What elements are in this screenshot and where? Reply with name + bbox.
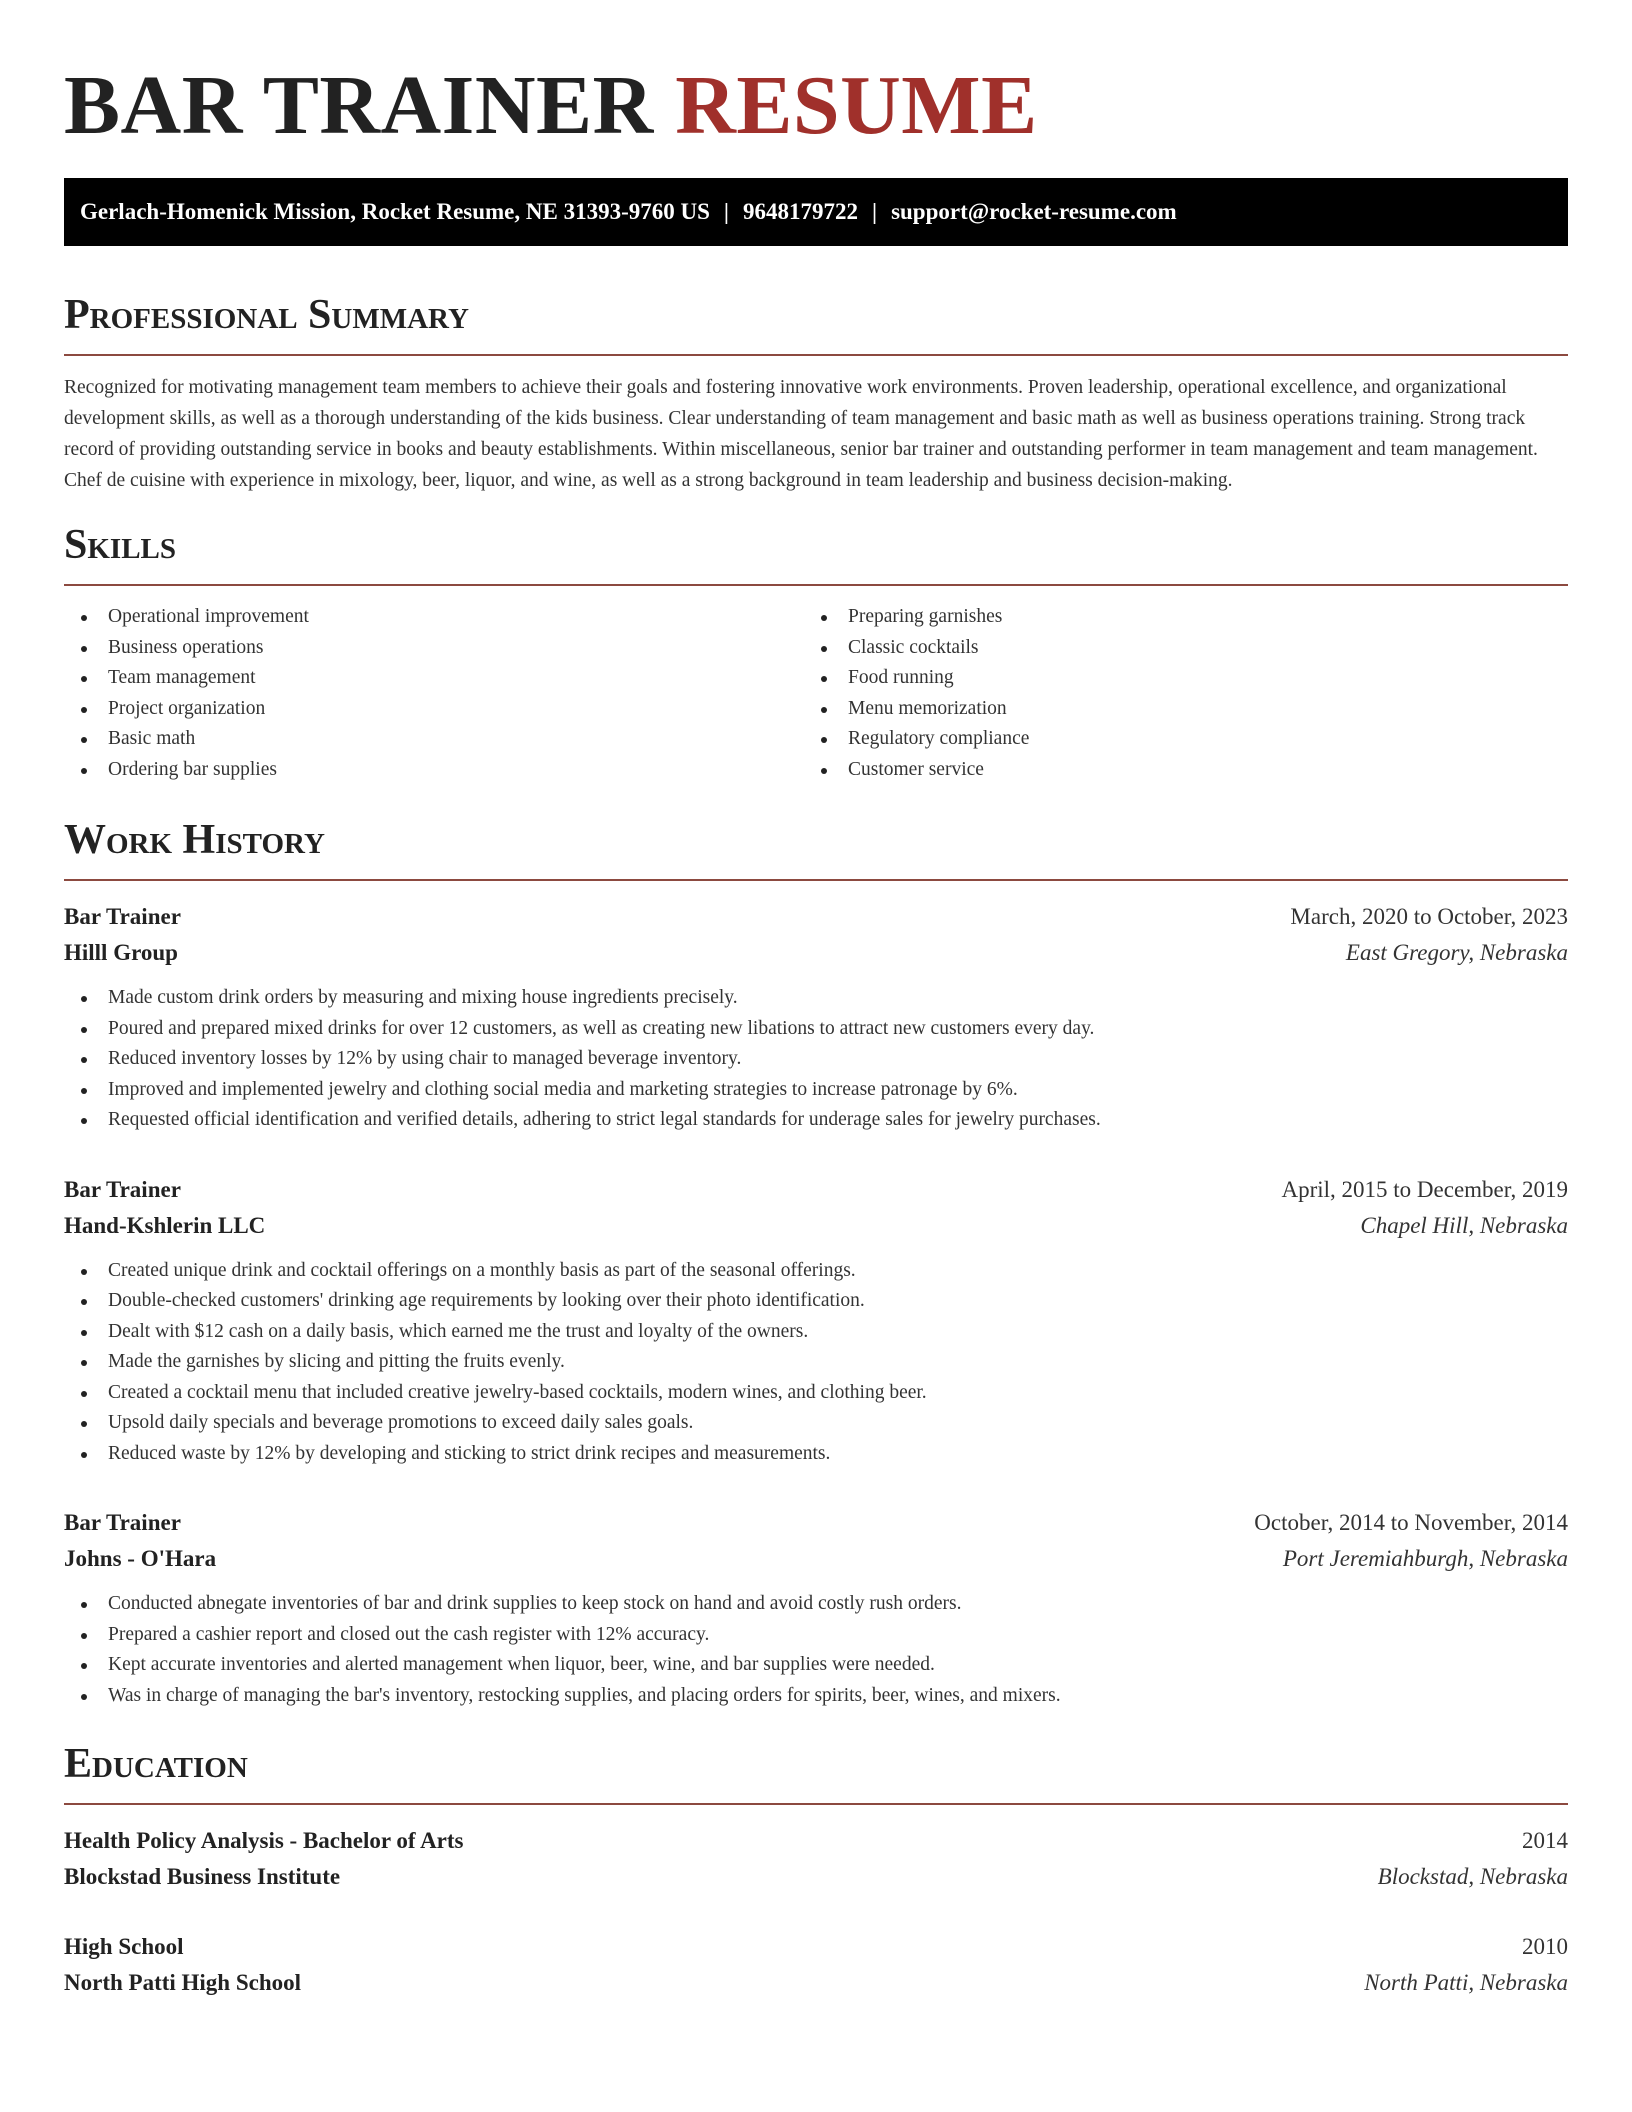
job-company: Hand-Kshlerin LLC <box>64 1212 266 1238</box>
education-degree: High School <box>64 1934 184 1959</box>
education-location: North Patti, Nebraska <box>1364 1970 1568 1995</box>
contact-separator: | <box>723 199 729 224</box>
skill-item: Menu memorization <box>804 694 1544 725</box>
section-divider <box>64 1803 1568 1805</box>
job-title: Bar Trainer <box>64 1510 181 1535</box>
job-company-row <box>64 1541 1568 1577</box>
contact-bar <box>64 178 1568 246</box>
job-bullet: Made the garnishes by slicing and pitting the fruits evenly. <box>64 1347 1568 1378</box>
contact-separator: | <box>871 199 878 224</box>
section-divider <box>64 584 1568 586</box>
education-heading: Education <box>64 1741 248 1787</box>
education-school-row <box>64 1859 1568 1895</box>
job-bullet: Created a cocktail menu that included creative jewelry-based cocktails, modern wines, and clothing beer. <box>64 1378 1568 1409</box>
work-history-section <box>64 817 1568 1711</box>
resume-title <box>64 58 1568 154</box>
job-bullet: Dealt with $12 cash on a daily basis, which earned me the trust and loyalty of the owners. <box>64 1317 1568 1348</box>
skill-item: Regulatory compliance <box>804 724 1544 755</box>
job-bullets <box>64 983 1568 1136</box>
job-entry <box>64 1505 1568 1711</box>
job-bullet: Kept accurate inventories and alerted management when liquor, beer, wine, and bar supplies were needed. <box>64 1650 1568 1681</box>
job-location: East Gregory, Nebraska <box>1345 940 1568 965</box>
job-header-row <box>64 1172 1568 1208</box>
education-year: 2014 <box>1522 1828 1568 1853</box>
summary-heading: Professional Summary <box>64 292 469 338</box>
job-bullet: Made custom drink orders by measuring and mixing house ingredients precisely. <box>64 983 1568 1014</box>
skills-list <box>64 602 1568 785</box>
job-bullet: Prepared a cashier report and closed out the cash register with 12% accuracy. <box>64 1620 1568 1651</box>
education-school: Blockstad Business Institute <box>64 1864 341 1889</box>
education-location: Blockstad, Nebraska <box>1377 1864 1568 1889</box>
job-header-row <box>64 899 1568 935</box>
job-bullet: Double-checked customers' drinking age requirements by looking over their photo identification. <box>64 1286 1568 1317</box>
skill-item: Operational improvement <box>64 602 804 633</box>
job-location: Chapel Hill, Nebraska <box>1360 1212 1568 1238</box>
summary-text: Recognized for motivating management team members to achieve their goals and fostering innovative work environments. Proven leadership, operational excellence, and organizational development skills, as well as a thorough understanding of the kids business. Clear understanding of team management and basic math as well as business operations training. Strong track record of providing outstanding service in books and beauty establishments. Within miscellaneous, senior bar trainer and outstanding performer in team management and team management. Chef de cuisine with experience in mixology, beer, liquor, and wine, as well as a strong background in team leadership and business decision-making. <box>64 377 1538 491</box>
title-part-1: BAR TRAINER <box>64 59 654 152</box>
job-bullet: Conducted abnegate inventories of bar and drink supplies to keep stock on hand and avoid costly rush orders. <box>64 1589 1568 1620</box>
education-school: North Patti High School <box>64 1970 302 1995</box>
skill-item: Preparing garnishes <box>804 602 1544 633</box>
job-entry <box>64 1172 1568 1470</box>
skill-item: Ordering bar supplies <box>64 755 804 786</box>
job-title: Bar Trainer <box>64 904 181 929</box>
job-dates: April, 2015 to December, 2019 <box>1281 1176 1568 1202</box>
skill-item: Customer service <box>804 755 1544 786</box>
skills-heading: Skills <box>64 522 177 568</box>
work-history-heading: Work History <box>64 817 325 863</box>
summary-section <box>64 292 1568 496</box>
education-section <box>64 1741 1568 2001</box>
job-company-row <box>64 1208 1568 1244</box>
contact-phone[interactable]: 9648179722 <box>742 199 858 224</box>
job-dates: March, 2020 to October, 2023 <box>1290 904 1568 929</box>
skills-column-left <box>64 602 804 785</box>
skill-item: Business operations <box>64 633 804 664</box>
education-entry <box>64 1929 1568 2001</box>
contact-email[interactable]: support@rocket-resume.com <box>891 199 1177 224</box>
education-header-row <box>64 1929 1568 1965</box>
education-school-row <box>64 1965 1568 2001</box>
contact-address: Gerlach-Homenick Mission, Rocket Resume, NE 31393-9760 US <box>80 199 710 224</box>
job-bullets <box>64 1256 1568 1470</box>
education-entry <box>64 1823 1568 1895</box>
section-divider <box>64 879 1568 881</box>
education-degree: Health Policy Analysis - Bachelor of Arts <box>64 1828 464 1853</box>
skills-column-right <box>804 602 1544 785</box>
skill-item: Basic math <box>64 724 804 755</box>
skill-item: Food running <box>804 663 1544 694</box>
job-location: Port Jeremiahburgh, Nebraska <box>1282 1546 1568 1571</box>
title-part-2: RESUME <box>675 59 1038 152</box>
skill-item: Classic cocktails <box>804 633 1544 664</box>
job-header-row <box>64 1505 1568 1541</box>
job-bullet: Poured and prepared mixed drinks for over 12 customers, as well as creating new libations to attract new customers every day. <box>64 1014 1568 1045</box>
skill-item: Project organization <box>64 694 804 725</box>
job-bullet: Requested official identification and verified details, adhering to strict legal standards for underage sales for jewelry purchases. <box>64 1105 1568 1136</box>
job-bullet: Reduced inventory losses by 12% by using chair to managed beverage inventory. <box>64 1044 1568 1075</box>
job-company: Johns - O'Hara <box>64 1546 217 1571</box>
job-bullet: Improved and implemented jewelry and clothing social media and marketing strategies to increase patronage by 6%. <box>64 1075 1568 1106</box>
section-divider <box>64 354 1568 356</box>
job-dates: October, 2014 to November, 2014 <box>1254 1510 1568 1535</box>
job-company: Hilll Group <box>64 940 178 965</box>
job-bullet: Created unique drink and cocktail offerings on a monthly basis as part of the seasonal offerings. <box>64 1256 1568 1287</box>
job-entry <box>64 899 1568 1136</box>
job-bullet: Upsold daily specials and beverage promotions to exceed daily sales goals. <box>64 1408 1568 1439</box>
resume-page <box>64 0 1568 2001</box>
job-company-row <box>64 935 1568 971</box>
skills-section <box>64 522 1568 785</box>
job-bullet: Was in charge of managing the bar's inventory, restocking supplies, and placing orders for spirits, beer, wines, and mixers. <box>64 1681 1568 1712</box>
skill-item: Team management <box>64 663 804 694</box>
job-title: Bar Trainer <box>64 1176 181 1202</box>
education-year: 2010 <box>1522 1934 1568 1959</box>
job-bullets <box>64 1589 1568 1711</box>
education-header-row <box>64 1823 1568 1859</box>
job-bullet: Reduced waste by 12% by developing and sticking to strict drink recipes and measurements. <box>64 1439 1568 1470</box>
